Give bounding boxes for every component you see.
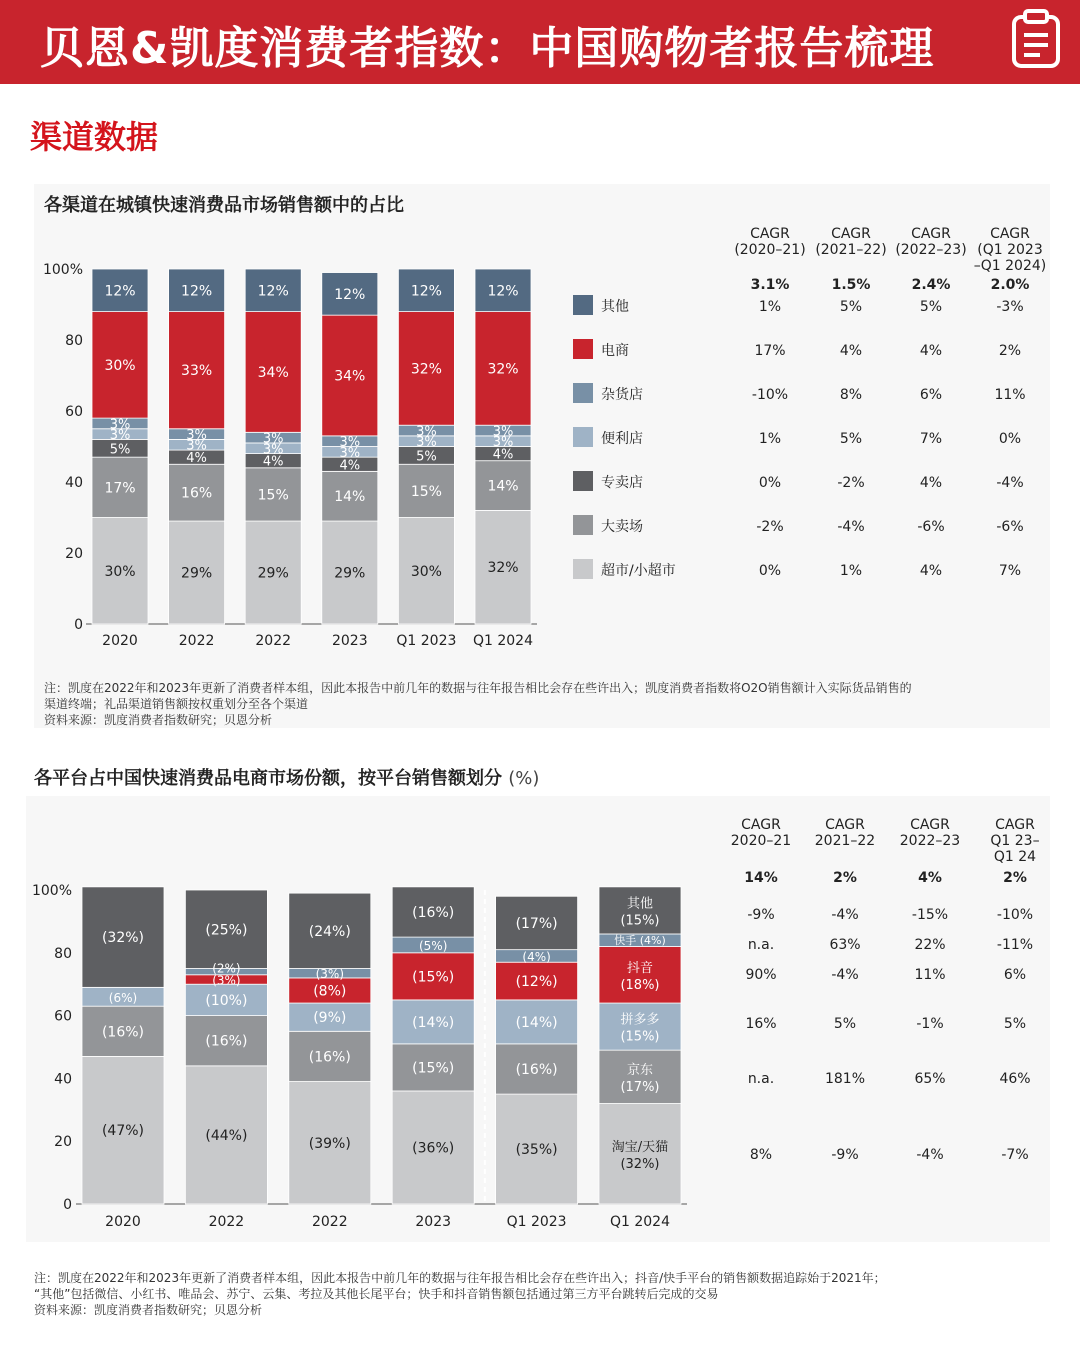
bar-value-label: (2%) — [212, 961, 241, 976]
channel-share-note-line-1: 注：凯度在2022年和2023年更新了消费者样本组，因此本报告中前几年的数据与往年报告相比会存在些许出入；凯度消费者指数将O2O销售额计入实际货品销售的 — [44, 681, 912, 695]
cagr-value: 65% — [914, 1071, 946, 1087]
cagr-total: 3.1% — [750, 277, 790, 293]
cagr-header: –Q1 2024) — [973, 258, 1047, 274]
cagr-value: -7% — [1001, 1147, 1029, 1163]
cagr-value: -9% — [831, 1147, 859, 1163]
bar-value-label: 12% — [410, 283, 442, 300]
cagr-value: 7% — [919, 431, 943, 447]
bar-segment-name: 淘宝/天猫 — [611, 1139, 669, 1155]
bar-value-label: 5% — [109, 442, 131, 458]
y-tick-label: 20 — [54, 1134, 72, 1151]
legend-label: 专卖店 — [601, 475, 643, 491]
bar-value-label: 12% — [257, 283, 289, 300]
bar-value-label: 16% — [181, 485, 213, 502]
section-title: 渠道数据 — [30, 118, 159, 156]
cagr-value: 5% — [839, 299, 863, 315]
y-tick-label: 60 — [65, 404, 83, 420]
bar-value-label: 3% — [492, 424, 514, 440]
bar-value-label: 34% — [334, 368, 366, 385]
y-tick-label: 20 — [65, 546, 83, 562]
cagr-total: 2.4% — [911, 277, 951, 293]
cagr-value: 0% — [758, 563, 782, 579]
y-tick-label: 60 — [54, 1008, 72, 1025]
cagr-header: CAGR — [911, 226, 951, 242]
bar-value-label: (16%) — [308, 1049, 351, 1066]
bar-segment-name: 其他 — [626, 896, 654, 912]
cagr-value: 4% — [839, 343, 863, 359]
cagr-header: CAGR — [831, 226, 871, 242]
cagr-header: (Q1 2023 — [977, 242, 1043, 258]
bar-value-label: 14% — [487, 478, 519, 495]
cagr-value: -4% — [837, 519, 865, 535]
y-tick-label: 40 — [54, 1071, 72, 1088]
bar-value-label: (17%) — [515, 915, 558, 932]
bar-value-label: 30% — [104, 357, 136, 374]
cagr-value: -2% — [837, 475, 865, 491]
x-tick-label: 2022 — [178, 633, 215, 649]
bar-value-label: 3% — [492, 435, 514, 451]
cagr-total: 1.5% — [831, 277, 871, 293]
bar-value-label: 17% — [104, 480, 136, 497]
bar-value-label: (14%) — [412, 1014, 455, 1031]
x-tick-label: Q1 2024 — [472, 633, 534, 649]
bar-value-label: (15%) — [620, 913, 660, 929]
cagr-value: -10% — [751, 387, 789, 403]
y-tick-label: 100% — [42, 262, 83, 278]
cagr-total: 4% — [918, 870, 942, 886]
bar-value-label: 15% — [257, 487, 289, 504]
bar-value-label: (32%) — [620, 1156, 660, 1172]
x-tick-label: Q1 2023 — [506, 1214, 567, 1230]
platform-share-note-line-2: “其他”包括微信、小红书、唯品会、苏宁、云集、考拉及其他长尾平台；快手和抖音销售额包括通过第三方平台跳转后完成的交易 — [34, 1287, 719, 1301]
bar-value-label: (25%) — [205, 922, 248, 939]
cagr-total: 2% — [1003, 870, 1027, 886]
cagr-header: Q1 24 — [993, 849, 1037, 865]
y-tick-label: 100% — [31, 883, 72, 899]
bar-value-label: (39%) — [308, 1135, 351, 1152]
cagr-header: 2021–22 — [814, 833, 876, 849]
bar-value-label: 3% — [416, 435, 437, 451]
platform-share-note — [34, 1270, 1054, 1318]
y-tick-label: 80 — [65, 333, 83, 349]
bar-value-label: (36%) — [412, 1140, 455, 1157]
bar-value-label: 3% — [262, 431, 284, 447]
bar-value-label: (10%) — [205, 992, 248, 1009]
cagr-value: 11% — [914, 967, 946, 983]
bar-value-label: (15%) — [412, 1060, 455, 1077]
cagr-value: -10% — [996, 907, 1034, 923]
legend-label: 便利店 — [601, 431, 643, 447]
cagr-total: 2.0% — [990, 277, 1030, 293]
bar-value-label: (16%) — [515, 1061, 558, 1078]
bar-value-label: 29% — [257, 565, 289, 582]
x-tick-label: 2022 — [311, 1214, 348, 1230]
cagr-value: 7% — [998, 563, 1022, 579]
bar-value-label: 30% — [104, 563, 136, 580]
bar-value-label: (16%) — [412, 904, 455, 921]
cagr-value: 46% — [999, 1071, 1031, 1087]
cagr-value: 1% — [758, 431, 782, 447]
x-tick-label: Q1 2023 — [396, 633, 457, 649]
bar-value-label: 3% — [339, 445, 361, 461]
bar-value-label: 29% — [334, 565, 366, 582]
cagr-value: 5% — [839, 431, 863, 447]
bar-value-label: (3%) — [315, 967, 345, 982]
cagr-value: 0% — [998, 431, 1022, 447]
bar-value-label: (3%) — [212, 973, 241, 988]
bar-value-label: 4% — [186, 451, 207, 467]
bar-value-label: 3% — [186, 428, 207, 444]
cagr-value: -2% — [756, 519, 784, 535]
cagr-value: -4% — [831, 967, 859, 983]
cagr-header: CAGR — [741, 817, 781, 833]
cagr-value: -4% — [831, 907, 859, 923]
cagr-value: 0% — [758, 475, 782, 491]
bar-value-label: 4% — [339, 458, 361, 474]
bar-value-label: (44%) — [205, 1127, 248, 1144]
cagr-value: 8% — [749, 1147, 773, 1163]
cagr-value: 2% — [998, 343, 1022, 359]
legend-label: 杂货店 — [601, 387, 643, 403]
cagr-value: n.a. — [747, 937, 775, 953]
bar-value-label: (4%) — [522, 949, 551, 964]
bar-value-label: 32% — [487, 560, 519, 577]
y-tick-label: 80 — [54, 945, 72, 962]
bar-value-label: 32% — [487, 361, 519, 378]
x-tick-label: 2020 — [105, 1214, 141, 1230]
bar-value-label: 3% — [416, 424, 437, 440]
cagr-value: -3% — [996, 299, 1024, 315]
bar-value-label: (32%) — [101, 930, 145, 947]
cagr-value: 1% — [839, 563, 863, 579]
cagr-value: -1% — [916, 1016, 944, 1032]
cagr-total: 14% — [744, 870, 778, 886]
platform-share-note-line-1: 注：凯度在2022年和2023年更新了消费者样本组，因此本报告中前几年的数据与往年报告相比会存在些许出入；抖音/快手平台的销售额数据追踪始于2021年； — [34, 1271, 886, 1285]
channel-share-note-line-2: 渠道终端；礼品渠道销售额按权重划分至各个渠道 — [44, 697, 309, 711]
x-tick-label: Q1 2024 — [609, 1214, 671, 1230]
bar-segment-name: 拼多多 — [620, 1012, 660, 1028]
bar-segment-name: 京东 — [626, 1062, 654, 1078]
cagr-value: 6% — [1003, 967, 1027, 983]
x-tick-label: 2022 — [255, 633, 292, 649]
bar-value-label: 12% — [334, 286, 366, 303]
cagr-value: 4% — [919, 343, 943, 359]
y-tick-label: 0 — [63, 1197, 72, 1213]
cagr-value: -11% — [996, 937, 1034, 953]
cagr-value: 181% — [824, 1071, 866, 1087]
cagr-value: 22% — [914, 937, 946, 953]
channel-share-title: 各渠道在城镇快速消费品市场销售额中的占比 — [44, 195, 404, 216]
legend-label: 大卖场 — [601, 519, 643, 535]
bar-value-label: 4% — [492, 447, 514, 463]
cagr-header: 2020–21 — [730, 833, 792, 849]
bar-value-label: 32% — [410, 361, 442, 378]
bar-value-label: (8%) — [313, 983, 347, 1000]
bar-value-label: 29% — [181, 565, 213, 582]
bar-value-label: (15%) — [620, 1029, 660, 1045]
bar-value-label: 3% — [186, 438, 207, 454]
legend-label: 超市/小超市 — [601, 563, 676, 579]
cagr-header: CAGR — [750, 226, 790, 242]
bar-value-label: 3% — [339, 435, 361, 451]
cagr-header: (2020–21) — [734, 242, 806, 258]
bar-value-label: 33% — [181, 363, 213, 380]
bar-value-label: (16%) — [205, 1033, 248, 1050]
x-tick-label: 2020 — [102, 633, 138, 649]
x-tick-label: 2023 — [415, 1214, 452, 1230]
bar-value-label: (14%) — [515, 1014, 558, 1031]
bar-value-label: (18%) — [620, 977, 660, 993]
bar-value-label: 5% — [416, 449, 437, 465]
bar-value-label: (16%) — [101, 1024, 145, 1041]
bar-value-label: 3% — [262, 442, 284, 458]
platform-share-title-unit: (%) — [508, 768, 540, 789]
bar-value-label: (12%) — [515, 974, 558, 991]
cagr-value: -6% — [917, 519, 945, 535]
legend-label: 其他 — [601, 299, 629, 315]
cagr-value: 11% — [994, 387, 1026, 403]
cagr-value: 17% — [754, 343, 786, 359]
cagr-header: (2021–22) — [815, 242, 887, 258]
cagr-header: (2022–23) — [895, 242, 967, 258]
bar-value-label: 快手 (4%) — [614, 934, 666, 948]
channel-share-source: 资料来源：凯度消费者指数研究；贝恩分析 — [44, 713, 273, 727]
bar-value-label: (6%) — [108, 990, 138, 1005]
cagr-value: 90% — [745, 967, 777, 983]
bar-value-label: (9%) — [313, 1010, 347, 1027]
cagr-value: n.a. — [747, 1071, 775, 1087]
y-tick-label: 40 — [65, 475, 83, 491]
bar-value-label: 30% — [410, 563, 442, 580]
bar-value-label: (47%) — [101, 1123, 145, 1140]
y-tick-label: 0 — [74, 617, 83, 633]
bar-value-label: 3% — [109, 417, 131, 433]
cagr-value: 4% — [919, 475, 943, 491]
bar-value-label: 12% — [181, 283, 213, 300]
bar-value-label: 14% — [334, 489, 366, 506]
bar-value-label: 12% — [104, 283, 136, 300]
cagr-header: CAGR — [910, 817, 950, 833]
bar-value-label: (15%) — [412, 969, 455, 986]
cagr-header: 2022–23 — [899, 833, 961, 849]
bar-value-label: (5%) — [418, 938, 448, 953]
x-tick-label: 2022 — [208, 1214, 245, 1230]
cagr-value: 16% — [745, 1016, 777, 1032]
cagr-value: -15% — [911, 907, 949, 923]
cagr-value: 4% — [919, 563, 943, 579]
cagr-total: 2% — [833, 870, 857, 886]
bar-value-label: 34% — [257, 364, 289, 381]
cagr-value: 5% — [919, 299, 943, 315]
report-title: 贝恩&凯度消费者指数：中国购物者报告梳理 — [40, 23, 935, 74]
cagr-header: CAGR — [990, 226, 1030, 242]
platform-share-source: 资料来源：凯度消费者指数研究；贝恩分析 — [34, 1303, 263, 1317]
cagr-value: 5% — [833, 1016, 857, 1032]
bar-value-label: 4% — [262, 454, 284, 470]
bar-value-label: (24%) — [308, 923, 351, 940]
bar-value-label: (35%) — [515, 1142, 558, 1159]
cagr-value: 8% — [839, 387, 863, 403]
cagr-value: -6% — [996, 519, 1024, 535]
cagr-value: 5% — [1003, 1016, 1027, 1032]
cagr-value: -9% — [747, 907, 775, 923]
bar-value-label: 12% — [487, 283, 519, 300]
platform-share-title-text: 各平台占中国快速消费品电商市场份额，按平台销售额划分 — [34, 768, 502, 789]
cagr-header: Q1 23– — [990, 833, 1040, 849]
cagr-value: 1% — [758, 299, 782, 315]
x-tick-label: 2023 — [331, 633, 368, 649]
legend-label: 电商 — [601, 343, 629, 359]
cagr-header: CAGR — [995, 817, 1035, 833]
bar-segment-name: 抖音 — [626, 960, 654, 976]
cagr-value: -4% — [916, 1147, 944, 1163]
cagr-header: CAGR — [825, 817, 865, 833]
cagr-value: -4% — [996, 475, 1024, 491]
cagr-value: 63% — [829, 937, 861, 953]
bar-value-label: (17%) — [620, 1079, 660, 1095]
cagr-value: 6% — [919, 387, 943, 403]
bar-value-label: 15% — [410, 483, 442, 500]
bar-value-label: 3% — [109, 428, 131, 444]
